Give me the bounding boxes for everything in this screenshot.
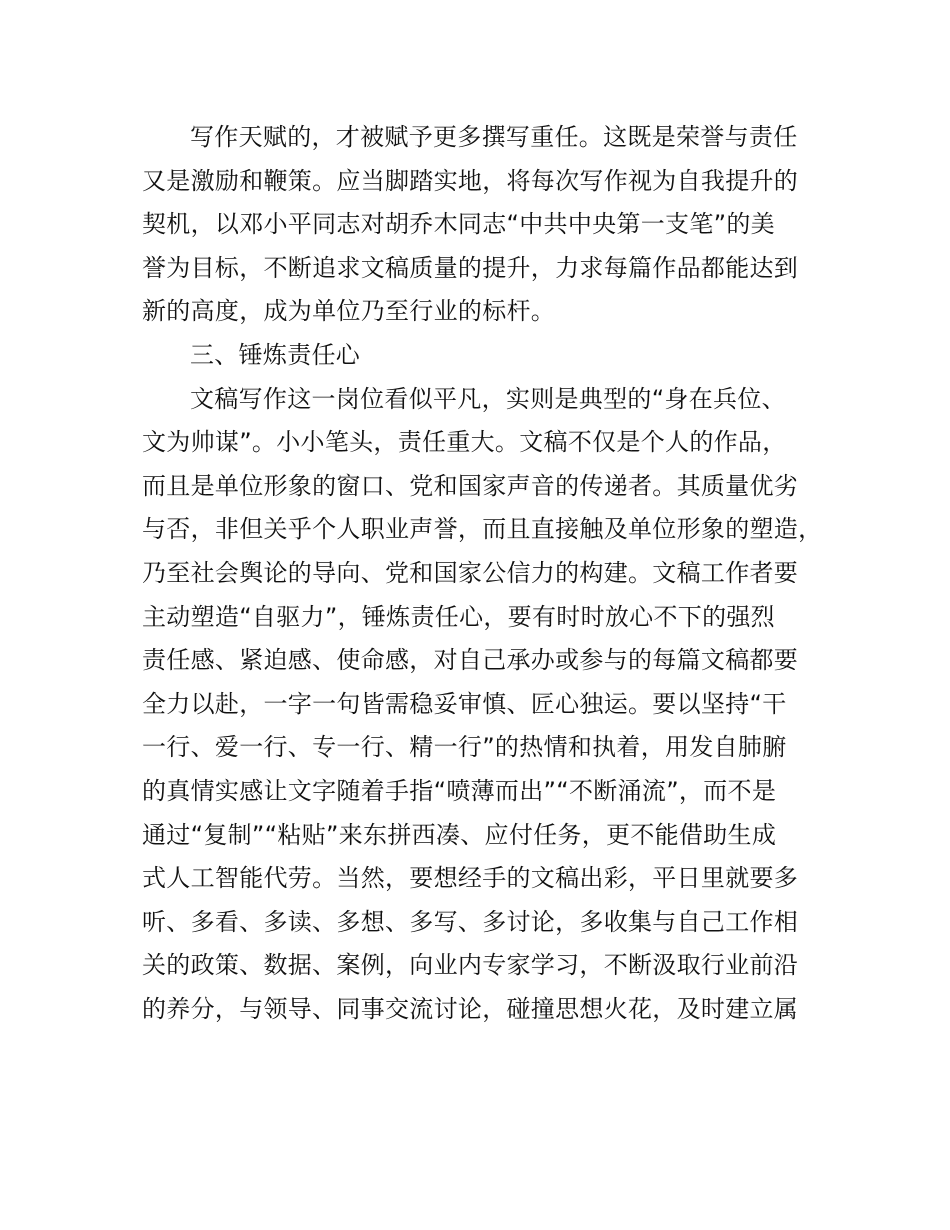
- text-line: 文为帅谋”。小小笔头，责任重大。文稿不仅是个人的作品，: [142, 428, 787, 457]
- text-line: 文稿写作这一岗位看似平凡，实则是典型的“身在兵位、: [190, 384, 786, 413]
- text-line: 而且是单位形象的窗口、党和国家声音的传递者。其质量优劣: [142, 471, 799, 500]
- text-line: 一行、爱一行、专一行、精一行”的热情和执着，用发自肺腑: [142, 733, 787, 762]
- text-line: 的真情实感让文字随着手指“喷薄而出”“不断涌流”，而不是: [142, 776, 777, 805]
- text-line: 的养分，与领导、同事交流讨论，碰撞思想火花，及时建立属: [142, 994, 799, 1023]
- document-body: [142, 116, 832, 1031]
- text-line: 责任感、紧迫感、使命感，对自己承办或参与的每篇文稿都要: [142, 646, 799, 675]
- text-line: 通过“复制”“粘贴”来东拼西凑、应付任务，更不能借助生成: [142, 820, 777, 849]
- text-line: 主动塑造“自驱力”，锤炼责任心，要有时时放心不下的强烈: [142, 602, 775, 631]
- text-line: 写作天赋的，才被赋予更多撰写重任。这既是荣誉与责任: [190, 123, 798, 151]
- text-line: 新的高度，成为单位乃至行业的标杆。: [142, 297, 556, 326]
- paragraph-1: [142, 116, 832, 334]
- text-line: 契机，以邓小平同志对胡乔木同志“中共中央第一支笔”的美: [142, 210, 775, 239]
- text-line: 关的政策、数据、案例，向业内专家学习，不断汲取行业前沿: [142, 951, 799, 980]
- paragraph-2: [142, 378, 832, 1032]
- text-line: 与否，非但关乎个人职业声誉，而且直接触及单位形象的塑造，: [142, 515, 823, 544]
- text-line: 乃至社会舆论的导向、党和国家公信力的构建。文稿工作者要: [142, 558, 799, 587]
- text-line: 全力以赴，一字一句皆需稳妥审慎、匠心独运。要以坚持“干: [142, 689, 787, 718]
- text-line: 又是激励和鞭策。应当脚踏实地，将每次写作视为自我提升的: [142, 166, 799, 195]
- section-heading: 三、锤炼责任心: [190, 340, 361, 369]
- text-line: 誉为目标，不断追求文稿质量的提升，力求每篇作品都能达到: [142, 253, 799, 282]
- text-line: 听、多看、多读、多想、多写、多讨论，多收集与自己工作相: [142, 907, 799, 936]
- text-line: 式人工智能代劳。当然，要想经手的文稿出彩，平日里就要多: [142, 864, 799, 893]
